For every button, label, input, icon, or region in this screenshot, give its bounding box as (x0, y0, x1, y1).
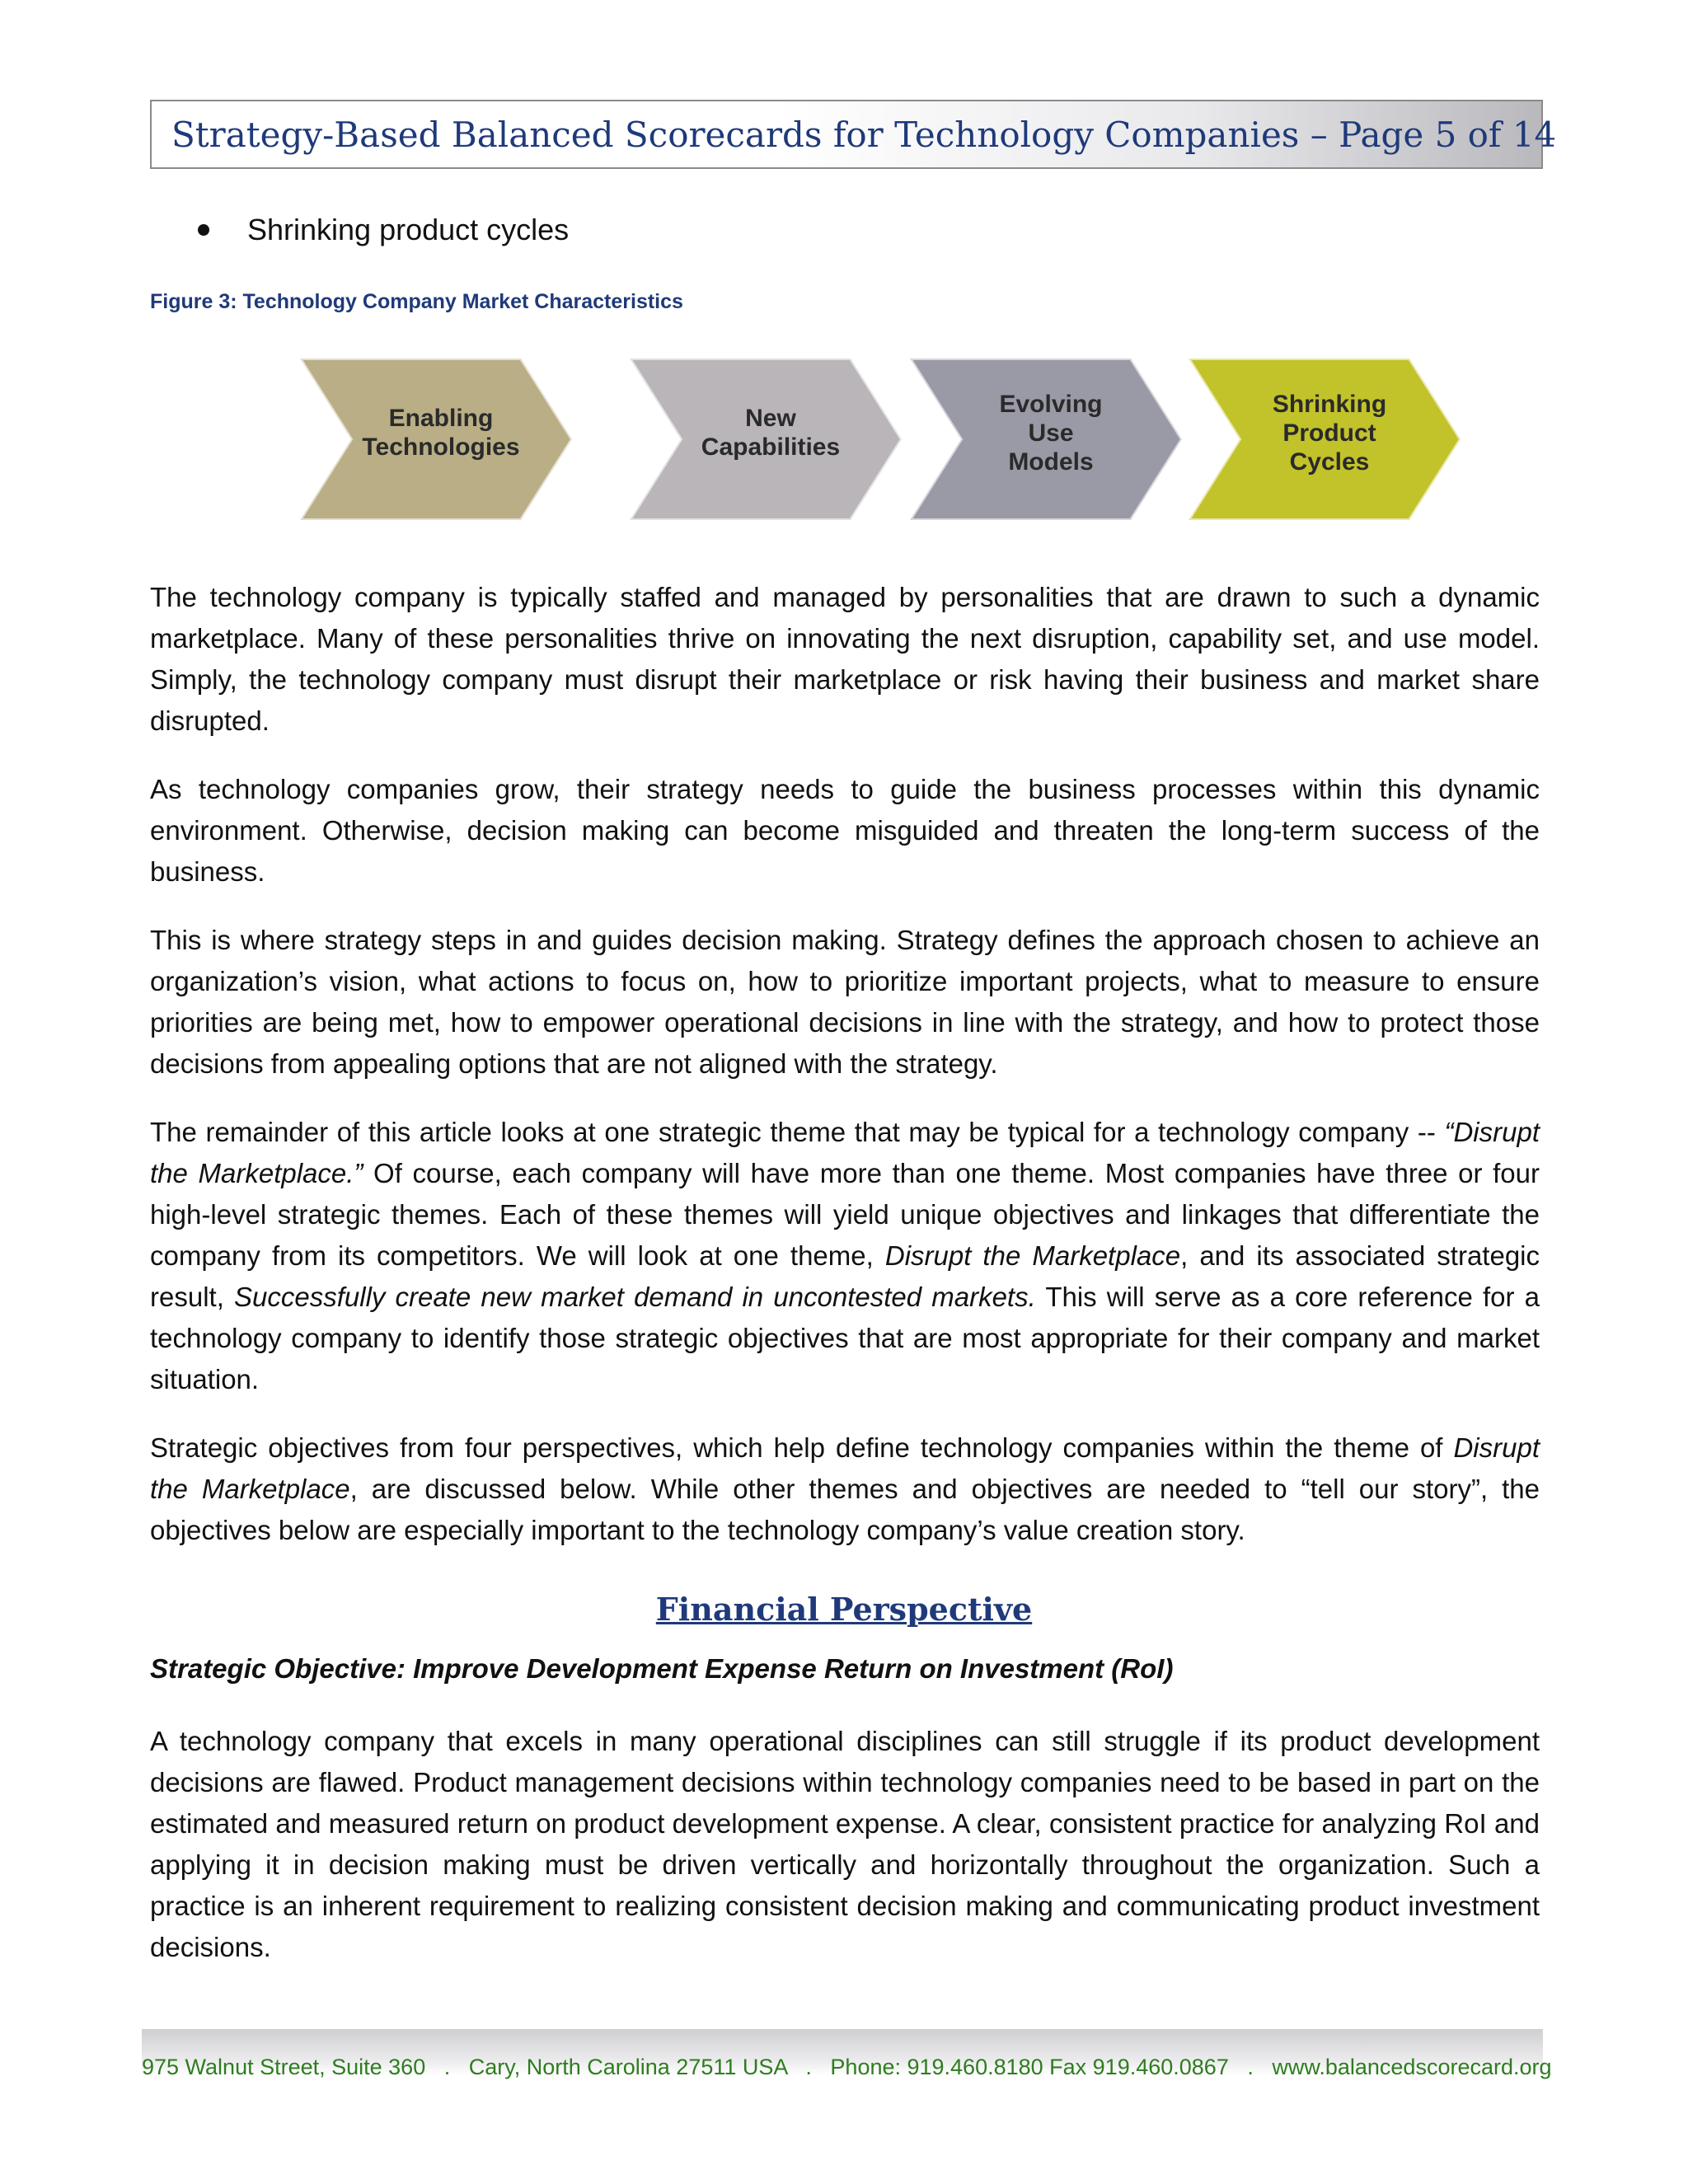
body-text-lower (150, 1721, 1540, 1995)
chevron-step-label: New Capabilities (701, 405, 841, 461)
paragraph-4-text: The remainder of this article looks at one strategic theme that may be typical for a technology company -- (150, 1117, 1445, 1147)
bullet-item (198, 213, 569, 247)
chevron-step-label: Shrinking Product Cycles (1272, 390, 1387, 476)
strategic-objective-heading: Strategic Objective: Improve Development Expense Return on Investment (RoI) (150, 1653, 1174, 1684)
section-heading: Financial Perspective (655, 1591, 1033, 1628)
page-header (150, 100, 1557, 169)
paragraph-5 (150, 1427, 1540, 1551)
paragraph-4-emphasis: Successfully create new market demand in uncontested markets. (234, 1282, 1036, 1312)
paragraph-2: As technology companies grow, their strategy needs to guide the business processes within this dynamic environment. Otherwise, decision making can become misguided and threaten the long-term success of the business. (150, 774, 1540, 887)
paragraph-1: The technology company is typically staffed and managed by personalities that are drawn to such a dynamic marketplace. Many of these personalities thrive on innovating the next disruption, capability set, and use model. Simply, the technology company must disrupt their marketplace or risk having their business and market share disrupted. (150, 582, 1540, 736)
paragraph-4-text: Of course, each company will have more than one theme. Most companies have three or four high-level strategic themes. Each of these themes will yield unique objectives and linkages that differentiate the company from its competitors. We will look at one theme, (150, 1158, 1540, 1271)
paragraph-4-text: , and its associated strategic result, (150, 1240, 1540, 1312)
paragraph-4-emphasis: “Disrupt the Marketplace.” (150, 1117, 1540, 1188)
paragraph-4-emphasis: Disrupt the Marketplace (884, 1240, 1181, 1271)
paragraph-6: A technology company that excels in many operational disciplines can still struggle if its product development decisions are flawed. Product management decisions within technology companies need to be based in part on the estimated and measured return on product development expense. A clear, consistent practice for analyzing RoI and applying it in decision making must be driven vertically and horizontally throughout the organization. Such a practice is an inherent requirement to realizing consistent decision making and communicating product investment decisions. (150, 1726, 1540, 1962)
paragraph-5-emphasis: Disrupt the Marketplace (150, 1432, 1540, 1504)
bullet-text: Shrinking product cycles (247, 213, 570, 246)
figure-caption: Figure 3: Technology Company Market Characteristics (150, 290, 683, 313)
paragraph-5-text: Strategic objectives from four perspectives, which help define technology companies within the theme of (150, 1432, 1454, 1463)
paragraph-3: This is where strategy steps in and guides decision making. Strategy defines the approach chosen to achieve an organization’s vision, what actions to focus on, how to prioritize important projects, what to measure to ensure priorities are being met, how to empower operational decisions in line with the strategy, and how to protect those decisions from appealing options that are not aligned with the strategy. (150, 925, 1540, 1079)
figure-chevron-diagram (288, 342, 1442, 540)
chevron-step-4 (1177, 342, 1474, 540)
bullet-dot-icon (198, 224, 209, 236)
page-title: Strategy-Based Balanced Scorecards for Technology Companies – Page 5 of 14 (171, 114, 1557, 155)
footer-contact: 975 Walnut Street, Suite 360 . Cary, North Carolina 27511 USA . Phone: 919.460.8180 Fax 919.460.0867 . www.balancedscorecard.org (142, 2055, 1552, 2079)
paragraph-5-text: , are discussed below. While other themes and objectives are needed to “tell our story”, the objectives below are especially important to the technology company’s value creation story. (150, 1474, 1540, 1545)
chevron-step-1 (288, 342, 585, 540)
paragraph-4 (150, 1112, 1540, 1400)
chevron-step-label: Enabling Technologies (362, 405, 520, 461)
body-text-upper (150, 577, 1540, 1578)
chevron-step-label: Evolving Use Models (999, 390, 1103, 476)
chevron-step-3 (898, 342, 1195, 540)
chevron-step-2 (618, 342, 915, 540)
paragraph-4-text: This will serve as a core reference for a technology company to identify those strategic objectives that are most appropriate for their company and market situation. (150, 1282, 1540, 1394)
